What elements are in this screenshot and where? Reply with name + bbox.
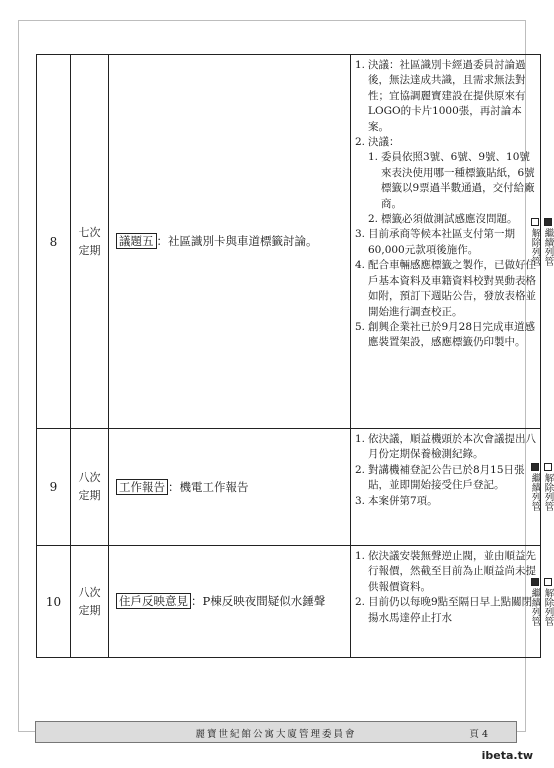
topic-tag: 住戶反映意見 [116, 593, 191, 609]
item-number: 1. [355, 433, 366, 445]
session-line: 定期 [78, 603, 101, 617]
item-text: 對講機補登記公告已於8月15日張貼，並即開始接受住戶登記。 [368, 463, 525, 492]
status-option [542, 218, 553, 266]
item-number: 5. [355, 320, 366, 333]
status-label: 繼續列管 [542, 227, 554, 266]
sub-item [368, 212, 537, 227]
resolution-list [355, 549, 537, 626]
status-option [542, 578, 553, 626]
topic-text: ：社區識別卡與車道標籤討論。 [156, 234, 318, 248]
resolution-cell [351, 55, 541, 429]
sub-number: 2. [368, 213, 379, 226]
item-number: 1. [355, 550, 366, 562]
item-text: 目前仍以每晚9點至隔日早上點關閉揚水馬達停止打水 [368, 596, 533, 624]
list-item [355, 595, 537, 626]
sub-text: 標籤必須做測試感應沒問題。 [381, 213, 518, 226]
row-number: 8 [37, 55, 71, 429]
session-line: 八次 [78, 471, 101, 484]
list-item [355, 463, 537, 494]
topic-cell [109, 546, 351, 658]
list-item [355, 549, 537, 595]
topic-tag: 工作報告 [116, 479, 168, 495]
session-line: 定期 [78, 243, 101, 257]
item-number: 2. [355, 463, 366, 476]
topic-cell [109, 429, 351, 546]
resolution-cell [351, 546, 541, 658]
resolution-cell [351, 429, 541, 546]
row-number: 9 [37, 429, 71, 546]
session-cell [71, 55, 109, 429]
footer-bar [35, 721, 517, 743]
table-row [37, 546, 541, 658]
item-number: 3. [355, 494, 366, 507]
minutes-table [36, 54, 554, 658]
session-line: 定期 [78, 489, 101, 502]
watermark: ibeta.tw [481, 749, 533, 762]
status-option [542, 463, 553, 511]
topic-tag: 議題五 [116, 233, 157, 249]
item-text: 決議：社區識別卡經過委員討論過後，無法達成共識，且需求無法對性；宜協調麗寶建設在提供原來有LOGO的卡片1000張，再討論本案。 [368, 59, 526, 133]
row-number: 10 [37, 546, 71, 658]
topic-text: ：機電工作報告 [168, 479, 249, 494]
list-item [355, 432, 537, 463]
list-item [355, 258, 537, 320]
item-number: 4. [355, 259, 366, 272]
checkbox-filled-icon [544, 218, 552, 226]
checkbox-empty-icon [544, 578, 552, 586]
status-label: 解除列管 [529, 227, 541, 266]
status-label: 繼續列管 [529, 473, 541, 511]
item-number: 3. [355, 228, 366, 241]
resolution-list [355, 58, 537, 351]
topic-cell [109, 55, 351, 429]
item-number: 2. [355, 136, 366, 149]
item-text: 目前承商等候本社區支付第一期60,000元款項後施作。 [368, 228, 515, 256]
footer-title: 麗寶世紀館公寓大廈管理委員會 [195, 729, 357, 740]
session-line: 八次 [78, 585, 101, 599]
checkbox-empty-icon [544, 463, 552, 471]
session-line: 七次 [78, 225, 101, 239]
item-text: 創興企業社已於9月28日完成車道感應裝置架設，感應標籤仍印製中。 [368, 320, 536, 349]
table-row [37, 55, 541, 429]
status-label: 繼續列管 [529, 587, 541, 626]
item-text: 本案併第7項。 [368, 494, 438, 507]
status-label: 解除列管 [542, 473, 554, 511]
page-number: 頁 4 [469, 729, 488, 740]
session-cell [71, 429, 109, 546]
item-text: 依決議安裝無聲逆止閥，並由順益先行報價，然截至目前為止順益尚未提供報價資料。 [368, 550, 536, 593]
session-cell [71, 546, 109, 658]
status-label: 解除列管 [542, 587, 554, 626]
list-item [355, 58, 537, 135]
list-item [355, 227, 537, 258]
resolution-list [355, 432, 537, 509]
item-text: 決議： [368, 136, 400, 149]
sub-list [368, 150, 537, 227]
list-item [355, 494, 537, 509]
topic-text: ：P棟反映夜間疑似水錘聲 [191, 594, 326, 608]
sub-text: 委員依照3號、6號、9號、10號來表決使用哪一種標籤貼紙，6號標籤以9票過半數通過，交付給廠商。 [381, 151, 535, 210]
table-row [37, 429, 541, 546]
item-text: 依決議，順益機頭於本次會議提出八月份定期保養檢測紀錄。 [368, 433, 536, 461]
item-number: 1. [355, 59, 366, 71]
sub-item [368, 150, 537, 212]
item-text: 配合車輛感應標籤之製作，已做好住戶基本資料及車籍資料校對異動表格如附，預訂下週貼公告，發放表格並開始進行調查校正。 [368, 259, 536, 318]
list-item [355, 320, 537, 351]
sub-number: 1. [368, 151, 379, 164]
item-number: 2. [355, 596, 366, 609]
list-item [355, 135, 537, 227]
